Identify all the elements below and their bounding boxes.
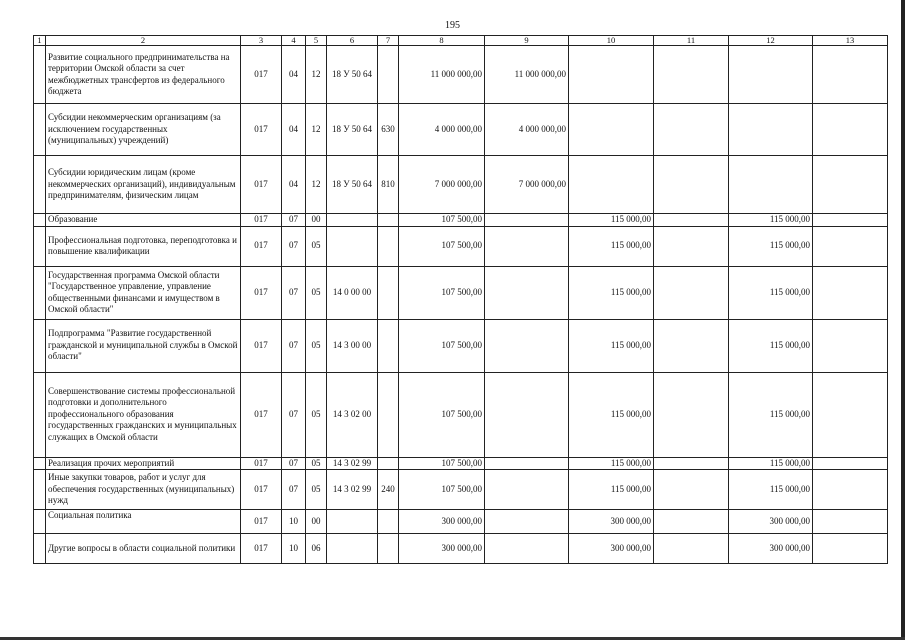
cell-amount-col9: 7 000 000,00	[485, 156, 569, 214]
cell-amount-col9	[485, 226, 569, 266]
cell-amount-col8: 107 500,00	[399, 470, 485, 510]
cell-target-code	[327, 214, 378, 227]
table-body	[34, 36, 888, 564]
cell-amount-col10	[569, 104, 654, 156]
cell-subsection: 05	[306, 457, 327, 470]
cell-amount-col8: 300 000,00	[399, 534, 485, 564]
cell-name: Государственная программа Омской области "Государственное управление, управление общественными финансами и имуществом в Омской области"	[46, 266, 241, 319]
cell-amount-col12: 300 000,00	[729, 534, 813, 564]
cell-name: Субсидии некоммерческим организациям (за исключением государственных (муниципальных) учреждений)	[46, 104, 241, 156]
cell-expense-type	[378, 319, 399, 372]
cell-target-code: 14 0 00 00	[327, 266, 378, 319]
cell-amount-col11	[654, 214, 729, 227]
cell-target-code: 18 У 50 64	[327, 46, 378, 104]
cell-index	[34, 156, 46, 214]
cell-amount-col12: 115 000,00	[729, 266, 813, 319]
cell-subsection: 05	[306, 226, 327, 266]
cell-ministry-code: 017	[241, 214, 282, 227]
cell-amount-col12	[729, 104, 813, 156]
column-number-row	[34, 36, 888, 46]
cell-expense-type	[378, 534, 399, 564]
cell-name: Образование	[46, 214, 241, 227]
cell-expense-type	[378, 510, 399, 534]
cell-expense-type: 240	[378, 470, 399, 510]
cell-ministry-code: 017	[241, 534, 282, 564]
cell-expense-type	[378, 372, 399, 457]
cell-name: Профессиональная подготовка, переподготовка и повышение квалификации	[46, 226, 241, 266]
cell-amount-col10: 115 000,00	[569, 470, 654, 510]
cell-index	[34, 226, 46, 266]
cell-target-code: 14 3 02 99	[327, 470, 378, 510]
cell-index	[34, 372, 46, 457]
col-header-10: 10	[569, 36, 654, 46]
cell-amount-col8: 300 000,00	[399, 510, 485, 534]
col-header-4: 4	[282, 36, 306, 46]
cell-section: 07	[282, 226, 306, 266]
table-row	[34, 457, 888, 470]
cell-amount-col8: 107 500,00	[399, 457, 485, 470]
cell-amount-col13	[813, 510, 888, 534]
col-header-2: 2	[46, 36, 241, 46]
cell-section: 10	[282, 534, 306, 564]
col-header-13: 13	[813, 36, 888, 46]
cell-index	[34, 266, 46, 319]
cell-section: 07	[282, 457, 306, 470]
cell-index	[34, 470, 46, 510]
cell-section: 10	[282, 510, 306, 534]
cell-amount-col12	[729, 46, 813, 104]
cell-amount-col10	[569, 46, 654, 104]
col-header-8: 8	[399, 36, 485, 46]
cell-ministry-code: 017	[241, 457, 282, 470]
cell-amount-col10: 300 000,00	[569, 534, 654, 564]
cell-index	[34, 319, 46, 372]
cell-amount-col11	[654, 470, 729, 510]
cell-amount-col12: 300 000,00	[729, 510, 813, 534]
table-row	[34, 214, 888, 227]
page-edge-right	[901, 0, 905, 640]
table-row	[34, 266, 888, 319]
cell-amount-col9	[485, 266, 569, 319]
cell-amount-col12: 115 000,00	[729, 214, 813, 227]
cell-target-code	[327, 226, 378, 266]
cell-amount-col11	[654, 510, 729, 534]
cell-target-code: 18 У 50 64	[327, 156, 378, 214]
cell-subsection: 05	[306, 266, 327, 319]
cell-amount-col13	[813, 104, 888, 156]
cell-amount-col8: 107 500,00	[399, 319, 485, 372]
cell-subsection: 00	[306, 510, 327, 534]
cell-amount-col13	[813, 534, 888, 564]
cell-amount-col13	[813, 457, 888, 470]
cell-subsection: 00	[306, 214, 327, 227]
cell-name: Социальная политика	[46, 510, 241, 534]
cell-amount-col9: 4 000 000,00	[485, 104, 569, 156]
cell-amount-col9	[485, 510, 569, 534]
cell-target-code	[327, 534, 378, 564]
cell-amount-col10: 115 000,00	[569, 457, 654, 470]
cell-subsection: 06	[306, 534, 327, 564]
col-header-5: 5	[306, 36, 327, 46]
cell-amount-col8: 107 500,00	[399, 372, 485, 457]
cell-amount-col8: 7 000 000,00	[399, 156, 485, 214]
cell-section: 04	[282, 104, 306, 156]
cell-amount-col9	[485, 470, 569, 510]
table-row	[34, 104, 888, 156]
cell-subsection: 05	[306, 372, 327, 457]
page-number: 195	[445, 20, 460, 31]
col-header-12: 12	[729, 36, 813, 46]
cell-amount-col9	[485, 214, 569, 227]
table-row	[34, 46, 888, 104]
col-header-7: 7	[378, 36, 399, 46]
cell-amount-col10: 115 000,00	[569, 214, 654, 227]
cell-amount-col10	[569, 156, 654, 214]
cell-amount-col8: 107 500,00	[399, 266, 485, 319]
cell-expense-type	[378, 214, 399, 227]
cell-amount-col10: 115 000,00	[569, 266, 654, 319]
cell-index	[34, 104, 46, 156]
cell-ministry-code: 017	[241, 46, 282, 104]
cell-amount-col8: 107 500,00	[399, 226, 485, 266]
table-row	[34, 319, 888, 372]
table-row	[34, 470, 888, 510]
cell-ministry-code: 017	[241, 470, 282, 510]
cell-amount-col13	[813, 46, 888, 104]
cell-amount-col11	[654, 457, 729, 470]
cell-name: Субсидии юридическим лицам (кроме некоммерческих организаций), индивидуальным предпринимателям, физическим лицам	[46, 156, 241, 214]
cell-section: 07	[282, 319, 306, 372]
col-header-6: 6	[327, 36, 378, 46]
cell-amount-col12: 115 000,00	[729, 372, 813, 457]
cell-amount-col9	[485, 319, 569, 372]
cell-amount-col13	[813, 214, 888, 227]
cell-amount-col12: 115 000,00	[729, 226, 813, 266]
cell-amount-col12: 115 000,00	[729, 457, 813, 470]
table-row	[34, 510, 888, 534]
cell-section: 07	[282, 470, 306, 510]
cell-subsection: 12	[306, 156, 327, 214]
cell-expense-type: 810	[378, 156, 399, 214]
table-row	[34, 534, 888, 564]
cell-section: 07	[282, 266, 306, 319]
cell-ministry-code: 017	[241, 104, 282, 156]
cell-amount-col11	[654, 104, 729, 156]
cell-amount-col8: 4 000 000,00	[399, 104, 485, 156]
cell-name: Совершенствование системы профессиональной подготовки и дополнительного профессионального образования государственных гражданских и муниципальных служащих в Омской области	[46, 372, 241, 457]
table-row	[34, 372, 888, 457]
cell-subsection: 05	[306, 470, 327, 510]
cell-index	[34, 510, 46, 534]
cell-amount-col11	[654, 266, 729, 319]
cell-index	[34, 46, 46, 104]
cell-amount-col13	[813, 156, 888, 214]
cell-ministry-code: 017	[241, 319, 282, 372]
cell-amount-col8: 107 500,00	[399, 214, 485, 227]
col-header-9: 9	[485, 36, 569, 46]
cell-amount-col13	[813, 372, 888, 457]
cell-target-code: 14 3 00 00	[327, 319, 378, 372]
cell-amount-col12: 115 000,00	[729, 470, 813, 510]
cell-amount-col12: 115 000,00	[729, 319, 813, 372]
cell-subsection: 12	[306, 46, 327, 104]
cell-target-code: 18 У 50 64	[327, 104, 378, 156]
cell-ministry-code: 017	[241, 372, 282, 457]
cell-ministry-code: 017	[241, 510, 282, 534]
table-row	[34, 226, 888, 266]
cell-amount-col11	[654, 46, 729, 104]
cell-target-code	[327, 510, 378, 534]
cell-expense-type	[378, 457, 399, 470]
cell-index	[34, 214, 46, 227]
cell-amount-col10: 115 000,00	[569, 226, 654, 266]
cell-index	[34, 534, 46, 564]
cell-amount-col9	[485, 457, 569, 470]
cell-amount-col11	[654, 226, 729, 266]
cell-amount-col13	[813, 470, 888, 510]
col-header-3: 3	[241, 36, 282, 46]
cell-name: Другие вопросы в области социальной политики	[46, 534, 241, 564]
cell-amount-col11	[654, 372, 729, 457]
col-header-11: 11	[654, 36, 729, 46]
cell-amount-col11	[654, 534, 729, 564]
cell-expense-type	[378, 226, 399, 266]
cell-subsection: 12	[306, 104, 327, 156]
cell-ministry-code: 017	[241, 156, 282, 214]
cell-amount-col10: 115 000,00	[569, 372, 654, 457]
cell-name: Иные закупки товаров, работ и услуг для обеспечения государственных (муниципальных) нужд	[46, 470, 241, 510]
cell-target-code: 14 3 02 99	[327, 457, 378, 470]
cell-ministry-code: 017	[241, 266, 282, 319]
cell-expense-type	[378, 266, 399, 319]
cell-amount-col9	[485, 372, 569, 457]
cell-amount-col9: 11 000 000,00	[485, 46, 569, 104]
cell-amount-col9	[485, 534, 569, 564]
cell-section: 04	[282, 156, 306, 214]
cell-amount-col12	[729, 156, 813, 214]
cell-expense-type	[378, 46, 399, 104]
budget-table	[33, 35, 888, 564]
cell-name: Развитие социального предпринимательства на территории Омской области за счет межбюджетных трансфертов из федерального бюджета	[46, 46, 241, 104]
cell-section: 07	[282, 214, 306, 227]
cell-section: 04	[282, 46, 306, 104]
cell-amount-col11	[654, 156, 729, 214]
cell-ministry-code: 017	[241, 226, 282, 266]
cell-amount-col10: 115 000,00	[569, 319, 654, 372]
cell-amount-col8: 11 000 000,00	[399, 46, 485, 104]
cell-amount-col11	[654, 319, 729, 372]
cell-target-code: 14 3 02 00	[327, 372, 378, 457]
cell-amount-col13	[813, 319, 888, 372]
col-header-1: 1	[34, 36, 46, 46]
table-row	[34, 156, 888, 214]
cell-name: Реализация прочих мероприятий	[46, 457, 241, 470]
cell-amount-col13	[813, 226, 888, 266]
cell-name: Подпрограмма "Развитие государственной гражданской и муниципальной службы в Омской области"	[46, 319, 241, 372]
cell-amount-col13	[813, 266, 888, 319]
cell-index	[34, 457, 46, 470]
cell-subsection: 05	[306, 319, 327, 372]
cell-expense-type: 630	[378, 104, 399, 156]
cell-amount-col10: 300 000,00	[569, 510, 654, 534]
cell-section: 07	[282, 372, 306, 457]
